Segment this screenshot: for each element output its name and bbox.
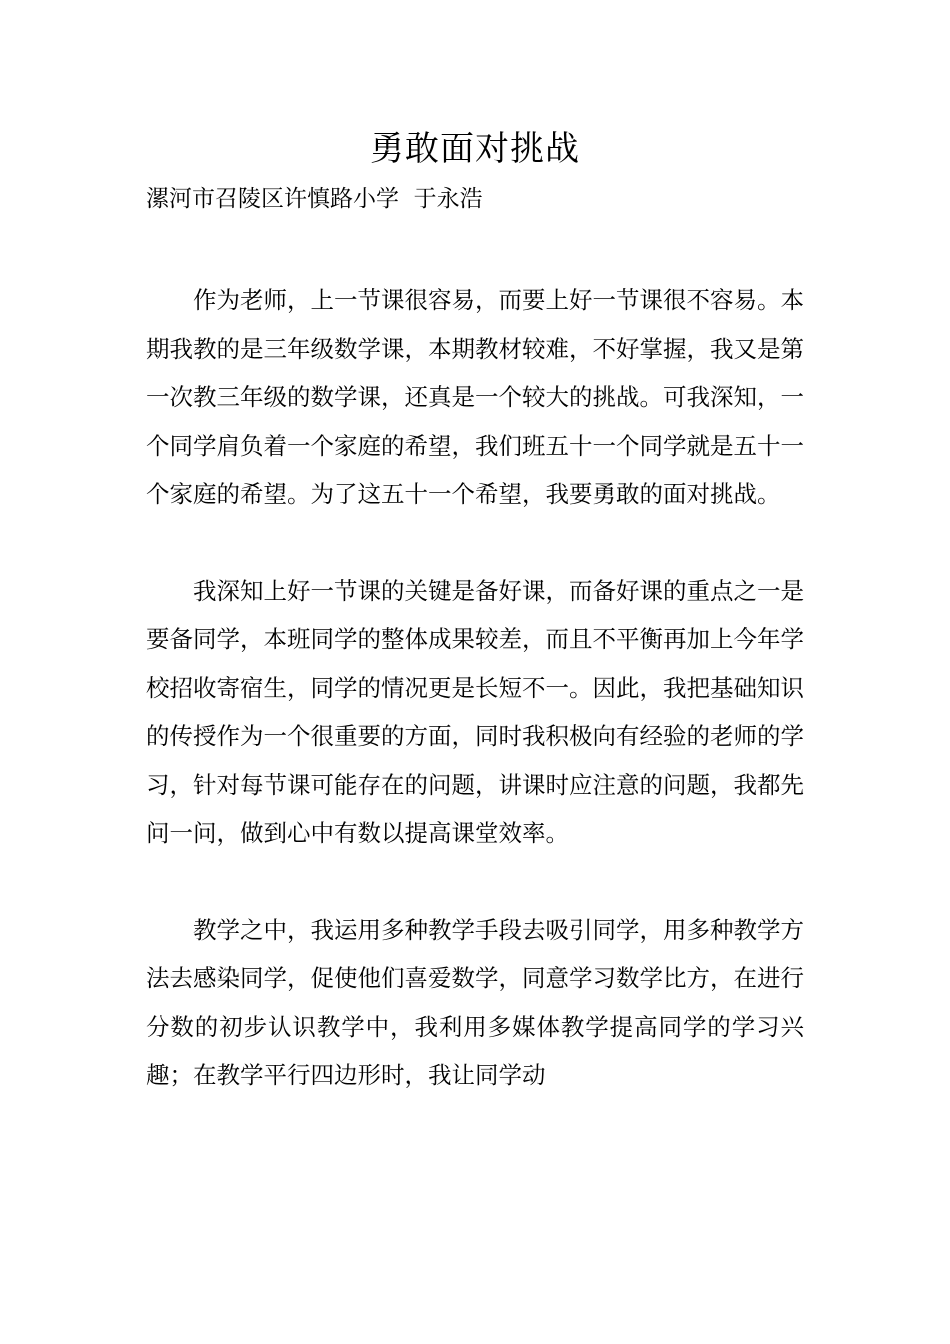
document-body bbox=[146, 276, 804, 1148]
author-line: 漯河市召陵区许慎路小学 于永浩 bbox=[146, 186, 483, 212]
paragraph-3: 教学之中，我运用多种教学手段去吸引同学，用多种教学方法去感染同学，促使他们喜爱数学，同意学习数学比方，在进行分数的初步认识教学中，我利用多媒体教学提高同学的学习兴趣；在教学平行四边形时，我让同学动 bbox=[146, 915, 804, 1089]
paragraph-2: 我深知上好一节课的关键是备好课，而备好课的重点之一是要备同学，本班同学的整体成果较差，而且不平衡再加上今年学校招收寄宿生，同学的情况更是长短不一。因此，我把基础知识的传授作为一个很重要的方面，同时我积极向有经验的老师的学习，针对每节课可能存在的问题，讲课时应注意的问题，我都先问一问，做到心中有数以提高课堂效率。 bbox=[146, 576, 804, 847]
paragraph-1: 作为老师，上一节课很容易，而要上好一节课很不容易。本期我教的是三年级数学课，本期教材较难，不好掌握，我又是第一次教三年级的数学课，还真是一个较大的挑战。可我深知，一个同学肩负着一个家庭的希望，我们班五十一个同学就是五十一个家庭的希望。为了这五十一个希望，我要勇敢的面对挑战。 bbox=[146, 286, 804, 508]
document-title: 勇敢面对挑战 bbox=[370, 129, 580, 169]
